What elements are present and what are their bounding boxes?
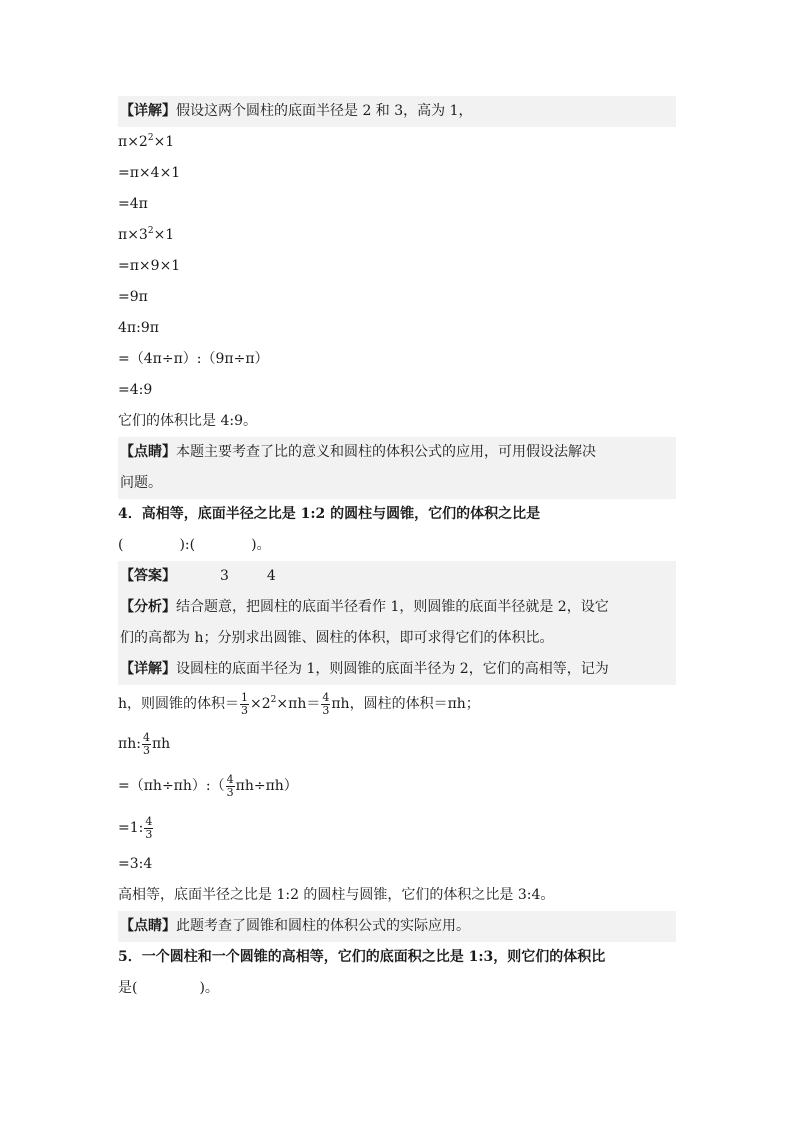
math-step: =3:4 <box>118 856 153 872</box>
fraction: $\frac{4}{3}$ <box>142 730 150 757</box>
q4-detail-formula: h，则圆锥的体积＝ $\frac{1}{3}$ $\times 2^2\times\pi h=$ $\frac{4}{3}$ πh，圆柱的体积＝πh； <box>118 690 480 717</box>
q4-blanks: ( ):( )。 <box>118 537 271 553</box>
q5-blank: 是( )。 <box>118 980 219 996</box>
math-step: =π×4×1 <box>118 165 181 181</box>
q3-comment: 【点睛】本题主要考查了比的意义和圆柱的体积公式的应用，可用假设法解决 <box>118 437 676 468</box>
math-step: $\pi\times 3^2\times 1$ <box>118 226 175 243</box>
q4-analysis-cont: 们的高都为 h；分别求出圆锥、圆柱的体积，即可求得它们的体积比。 <box>118 623 676 654</box>
q4-stem: 4．高相等，底面半径之比是 1:2 的圆柱与圆锥，它们的体积之比是 <box>118 506 541 522</box>
answer-2: 4 <box>266 568 276 584</box>
detail-intro: 假设这两个圆柱的底面半径是 2 和 3，高为 1， <box>176 103 473 119</box>
q5-stem: 5．一个圆柱和一个圆锥的高相等，它们的底面积之比是 1:3，则它们的体积比 <box>118 949 606 965</box>
answer-1: 3 <box>220 568 229 584</box>
math-step: =4:9 <box>118 382 153 398</box>
math-step: $\pi\times 2^2\times 1$ <box>118 133 175 150</box>
math-step: =（πh÷πh）:（ $\frac{4}{3}$ πh÷πh） <box>118 772 298 799</box>
detail-label: 【详解】 <box>120 103 176 119</box>
q4-answer: 【答案】 3 4 <box>118 561 676 592</box>
conclusion-text: 高相等，底面半径之比是 1:2 的圆柱与圆锥，它们的体积之比是 3:4。 <box>118 887 555 903</box>
math-step: =（4π÷π）:（9π÷π） <box>118 351 269 367</box>
q3-detail-line <box>118 96 676 127</box>
fraction: $\frac{4}{3}$ <box>226 772 234 799</box>
fraction: $\frac{4}{3}$ <box>322 690 330 717</box>
q4-analysis: 【分析】结合题意，把圆柱的底面半径看作 1，则圆锥的底面半径就是 2，设它 <box>118 592 676 623</box>
question-number: 4． <box>118 506 142 522</box>
q4-detail: 【详解】设圆柱的底面半径为 1，则圆锥的底面半径为 2，它们的高相等，记为 <box>118 654 676 685</box>
math-step: πh: $\frac{4}{3}$ πh <box>118 730 171 757</box>
fraction: $\frac{1}{3}$ <box>241 690 249 717</box>
math-step: =π×9×1 <box>118 258 181 274</box>
math-step: =1: $\frac{4}{3}$ <box>118 814 153 841</box>
q4-comment: 【点睛】此题考查了圆锥和圆柱的体积公式的实际应用。 <box>118 911 676 942</box>
conclusion-text: 它们的体积比是 4:9。 <box>118 413 257 429</box>
q3-comment-cont: 问题。 <box>118 468 676 499</box>
math-step: 4π:9π <box>118 320 159 336</box>
question-number: 5． <box>118 949 142 965</box>
math-step: =4π <box>118 196 148 212</box>
math-step: =9π <box>118 289 148 305</box>
worksheet-content <box>118 96 676 1004</box>
fraction: $\frac{4}{3}$ <box>145 814 153 841</box>
